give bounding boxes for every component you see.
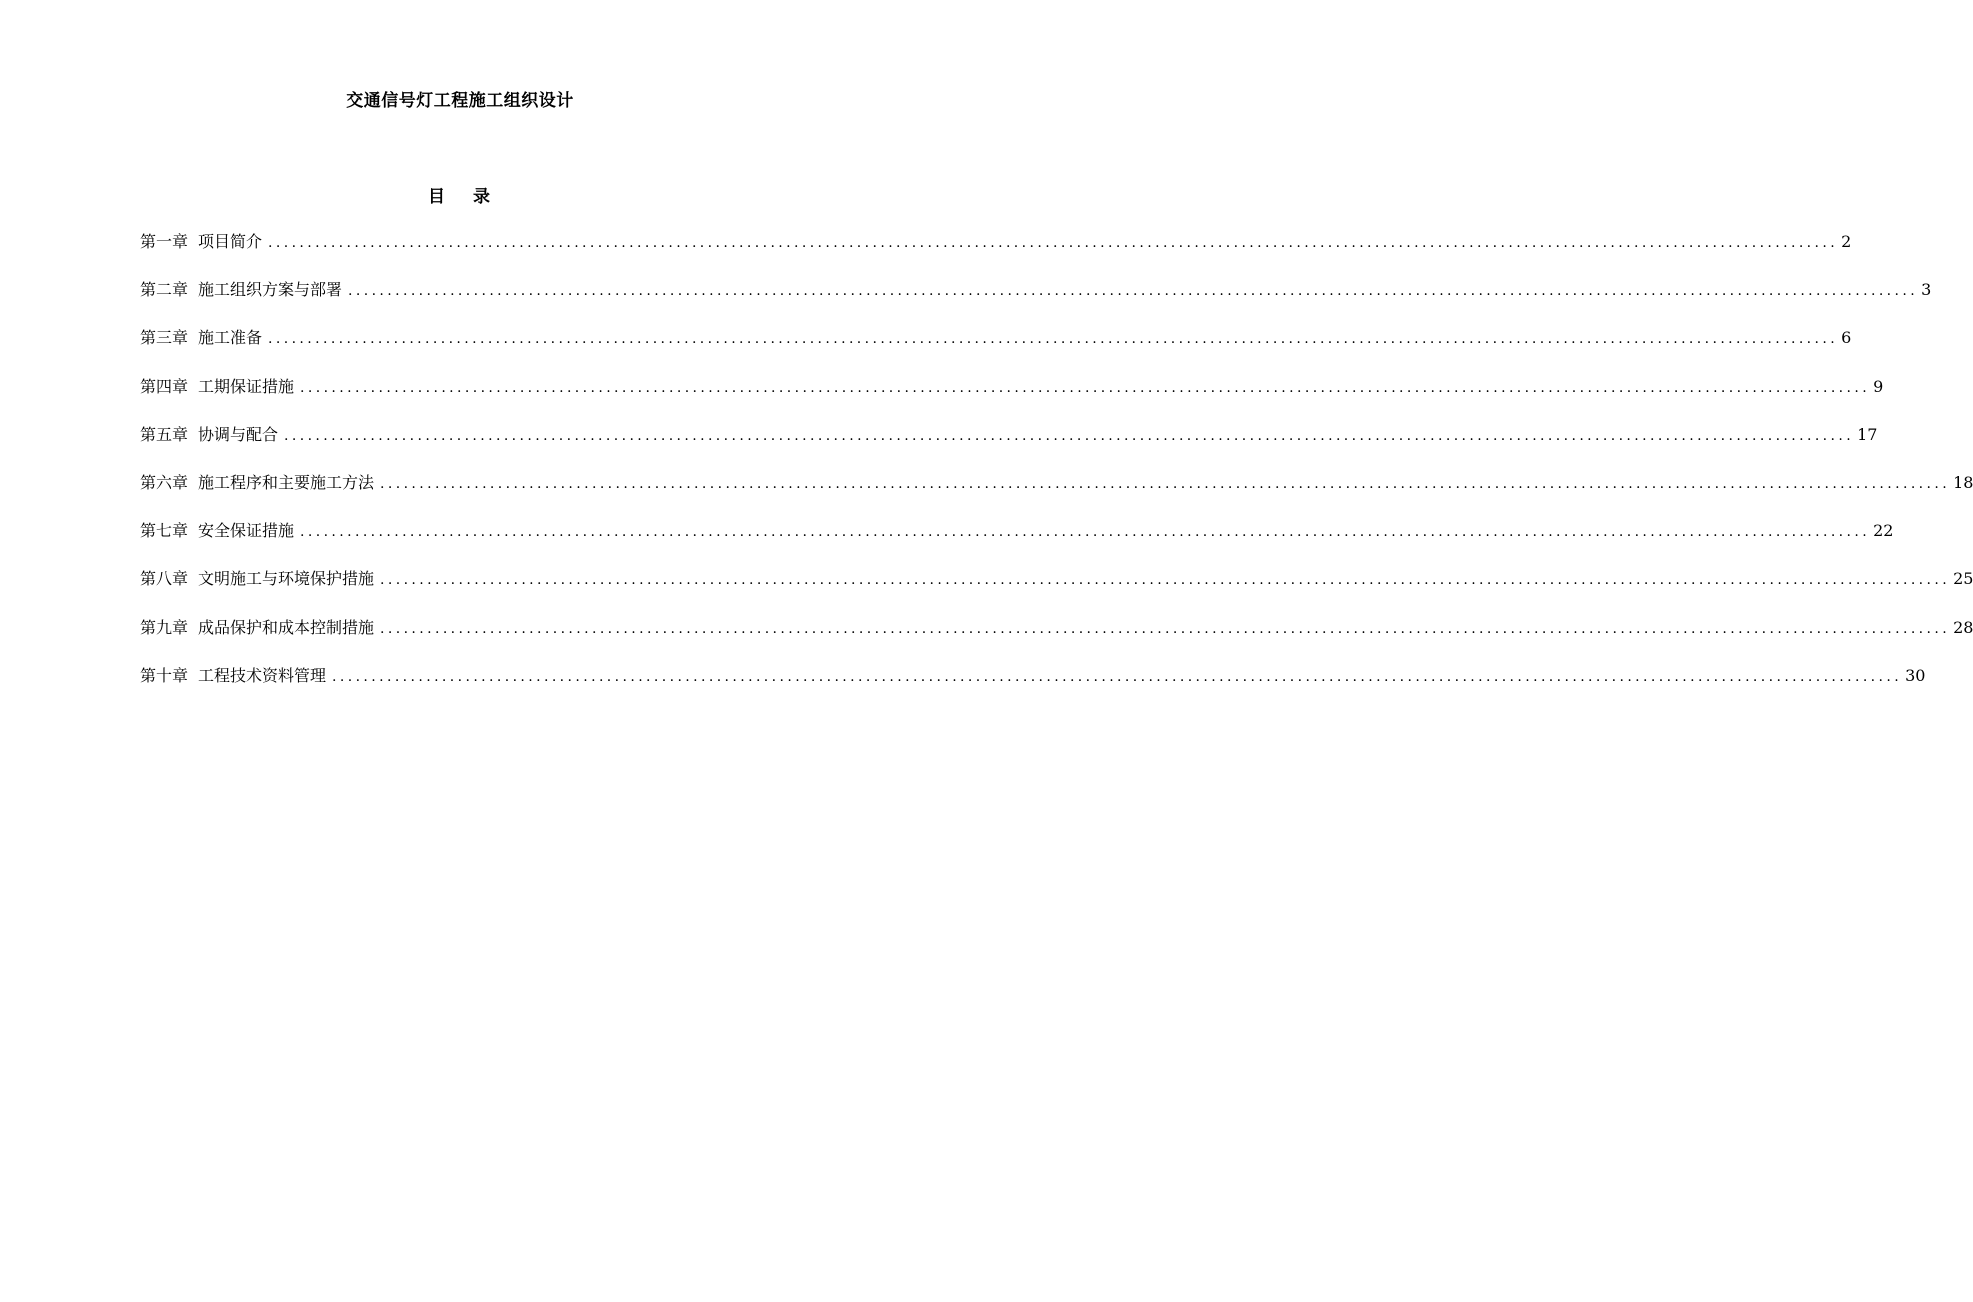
toc-chapter-title: 工期保证措施 — [198, 376, 295, 396]
toc-chapter-title: 文明施工与环境保护措施 — [198, 569, 375, 589]
toc-page-number: 22 — [1873, 521, 1894, 541]
toc-entry[interactable] — [140, 616, 1973, 664]
toc-page-number: 6 — [1841, 328, 1852, 348]
document-title: 交通信号灯工程施工组织设计 — [346, 91, 574, 111]
toc-chapter-title: 安全保证措施 — [198, 521, 295, 541]
toc-dot-leader: ........................................................................................................................................................................................................ — [380, 475, 1951, 492]
toc-heading: 目 录 — [428, 187, 492, 207]
toc-dot-leader: ........................................................................................................................................................................................................ — [380, 572, 1951, 589]
toc-chapter-title: 施工程序和主要施工方法 — [198, 472, 375, 492]
toc-entry[interactable] — [140, 519, 1894, 567]
toc-entry[interactable] — [140, 471, 1973, 519]
toc-entry[interactable] — [140, 567, 1973, 615]
toc-chapter-number: 第六章 — [140, 472, 189, 492]
toc-dot-leader: ........................................................................................................................................................................................................ — [300, 379, 1871, 396]
toc-entry[interactable] — [140, 230, 1852, 278]
toc-chapter-number: 第十章 — [140, 665, 189, 685]
toc-chapter-number: 第四章 — [140, 376, 189, 396]
toc-chapter-number: 第八章 — [140, 569, 189, 589]
toc-chapter-title: 施工组织方案与部署 — [198, 280, 343, 300]
toc-dot-leader: ........................................................................................................................................................................................................ — [284, 427, 1855, 444]
toc-chapter-title: 项目简介 — [198, 232, 263, 251]
toc-dot-leader: ........................................................................................................................................................................................................ — [268, 235, 1839, 251]
toc-chapter-number: 第九章 — [140, 617, 189, 637]
toc-page-number: 28 — [1953, 617, 1973, 637]
toc-dot-leader: ........................................................................................................................................................................................................ — [348, 283, 1919, 300]
toc-chapter-number: 第一章 — [140, 232, 189, 251]
toc-chapter-number: 第五章 — [140, 424, 189, 444]
toc-dot-leader: ........................................................................................................................................................................................................ — [380, 620, 1951, 637]
toc-dot-leader: ........................................................................................................................................................................................................ — [332, 668, 1903, 685]
toc-page-number: 2 — [1841, 232, 1852, 251]
toc-chapter-title: 工程技术资料管理 — [198, 665, 327, 685]
toc-entry[interactable] — [140, 375, 1884, 423]
toc-entry[interactable] — [140, 423, 1878, 471]
toc-page-number: 25 — [1953, 569, 1973, 589]
toc-chapter-title: 协调与配合 — [198, 424, 279, 444]
toc-page-number: 17 — [1857, 424, 1878, 444]
toc-page-number: 18 — [1953, 472, 1973, 492]
toc-dot-leader: ........................................................................................................................................................................................................ — [268, 331, 1839, 348]
toc-chapter-title: 成品保护和成本控制措施 — [198, 617, 375, 637]
toc-chapter-title: 施工准备 — [198, 328, 263, 348]
toc-page-number: 30 — [1905, 665, 1926, 685]
toc-chapter-number: 第三章 — [140, 328, 189, 348]
table-of-contents — [140, 230, 1973, 712]
toc-page-number: 9 — [1873, 376, 1884, 396]
toc-chapter-number: 第二章 — [140, 280, 189, 300]
toc-dot-leader: ........................................................................................................................................................................................................ — [300, 524, 1871, 541]
toc-entry[interactable] — [140, 278, 1932, 326]
toc-entry[interactable] — [140, 326, 1852, 374]
toc-entry[interactable] — [140, 664, 1926, 712]
toc-page-number: 3 — [1921, 280, 1932, 300]
toc-chapter-number: 第七章 — [140, 521, 189, 541]
